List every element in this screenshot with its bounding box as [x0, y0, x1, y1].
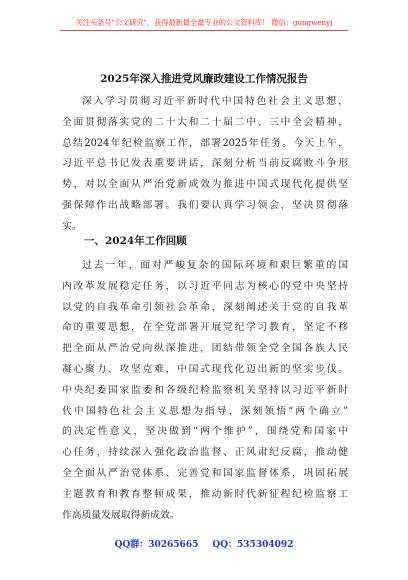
document-title: 2025年深入推进党风廉政建设工作情况报告	[100, 73, 308, 85]
section-line: 代中国特色社会主义思想为指导，深刻领悟“两个确立”	[62, 405, 348, 417]
section-paragraph	[62, 256, 348, 526]
qq-group-label: QQ群：	[114, 540, 149, 550]
intro-paragraph	[62, 92, 348, 238]
intro-line: 强保障作出战略部署。我们要认真学习领会，坚决贯彻落	[62, 199, 348, 211]
intro-line: 总结2024年纪检监察工作，部署2025年任务。今天上午，	[62, 137, 348, 149]
qq-label: QQ：	[212, 540, 238, 550]
intro-line: 势，对以全面从严治党新成效为推进中国式现代化提供坚	[62, 179, 348, 191]
header-note: 关注头条号"公文研究"，获得最新最全最专业的公文资料库！ 微信：gongwenyj	[75, 18, 333, 27]
intro-line: 习近平总书记发表重要讲话，深刻分析当前反腐败斗争形	[62, 158, 348, 170]
qq-group-number: 30265665	[148, 540, 199, 550]
header-divider	[60, 30, 348, 31]
footer-contact	[0, 537, 408, 550]
intro-line: 全面贯彻落实党的二十大和二十届二中、三中全会精神，	[62, 116, 348, 128]
section-line: 以党的自我革命引领社会革命，深刻阐述关于党的自我革	[62, 301, 348, 313]
section-line: 全全面从严治党体系、完善党和国家监督体系，巩固拓展	[62, 467, 348, 479]
section-line: 过去一年，面对严峻复杂的国际环境和艰巨繁重的国	[82, 260, 348, 271]
section-line: 命的重要思想，在全党部署开展党纪学习教育，坚定不移	[62, 322, 348, 334]
section-line: 主题教育和教育整顿成果，推动新时代新征程纪检监察工	[62, 488, 348, 500]
section-line: 心任务，持续深入强化政治监督、正风肃纪反腐，推动健	[62, 447, 348, 459]
intro-line: 实。	[62, 220, 82, 232]
section-line: 内改革发展稳定任务，以习近平同志为核心的党中央坚持	[62, 280, 348, 292]
qq-number: 535304092	[237, 540, 294, 550]
section-line: 把全面从严治党向纵深推进，团结带领全党全国各族人民	[62, 343, 348, 355]
section-line: 作高质量发展取得新成效。	[62, 509, 180, 521]
section-line: 中央纪委国家监委和各级纪检监察机关坚持以习近平新时	[62, 384, 348, 396]
intro-line: 深入学习贯彻习近平新时代中国特色社会主义思想，	[82, 96, 348, 107]
section-heading: 一、2024年工作回顾	[84, 235, 187, 247]
section-line: 的决定性意义，坚决做到“两个维护”，围绕党和国家中	[62, 426, 348, 438]
section-line: 凝心聚力、攻坚克难，中国式现代化迈出新的坚实步伐。	[62, 363, 348, 375]
